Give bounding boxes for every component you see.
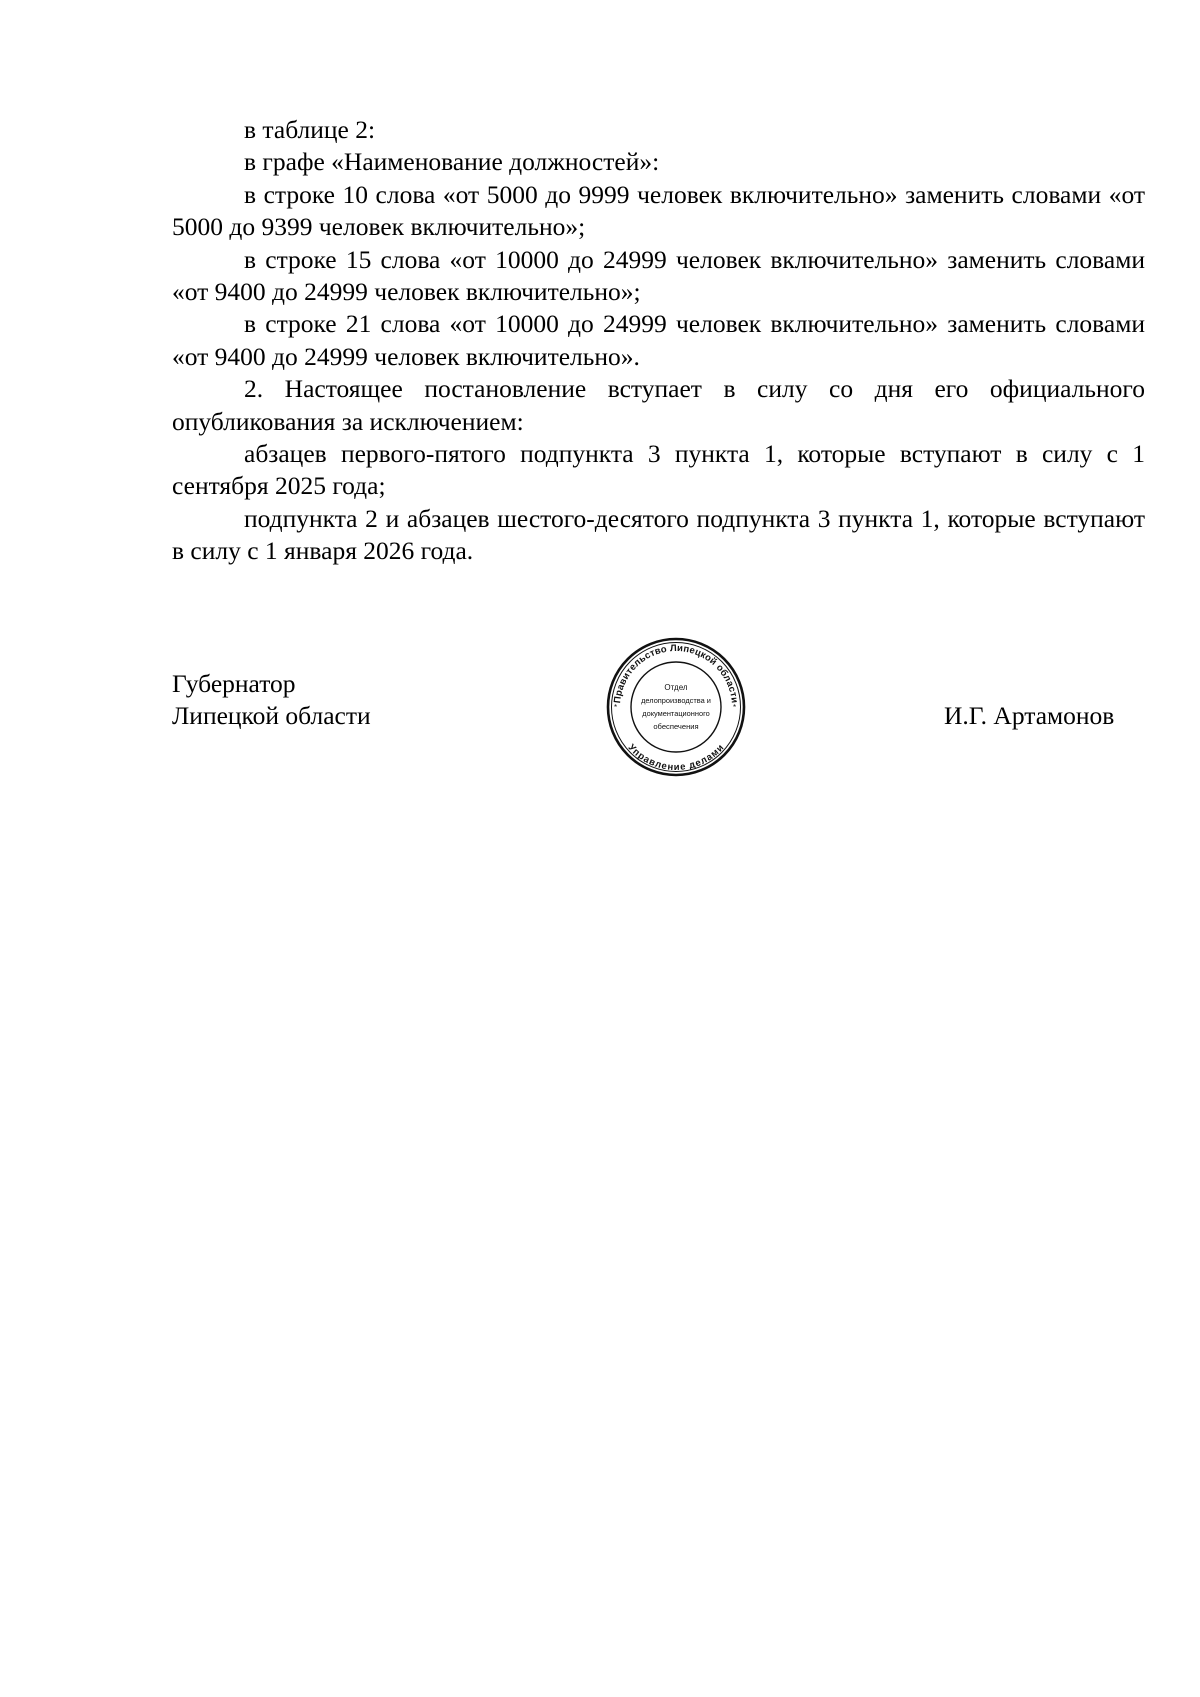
signature-position-line2: Липецкой области	[172, 701, 371, 731]
stamp-star-right: *	[733, 703, 737, 712]
official-stamp	[605, 636, 747, 778]
paragraph-table-2: в таблице 2:	[244, 115, 376, 144]
signature-position	[172, 668, 371, 733]
paragraph-effective-date: 2. Настоящее постановление вступает в силу со дня его официального опубликования за исключением:	[172, 374, 1145, 436]
stamp-inner-line2: делопроизводства и	[641, 696, 711, 705]
stamp-seal	[605, 636, 747, 778]
document-body	[172, 114, 1145, 568]
signatory-name: И.Г. Артамонов	[944, 701, 1115, 730]
stamp-inner-line1: Отдел	[664, 683, 688, 692]
stamp-outer-bottom-text: Управление делами	[625, 742, 727, 774]
paragraph-column-name: в графе «Наименование должностей»:	[244, 147, 660, 177]
paragraph-row-21: в строке 21 слова «от 10000 до 24999 человек включительно» заменить словами «от 9400 до 24999 человек включительно».	[172, 309, 1145, 371]
paragraph-row-15: в строке 15 слова «от 10000 до 24999 человек включительно» заменить словами «от 9400 до 24999 человек включительно»;	[172, 244, 1145, 307]
paragraph-exception-2: подпункта 2 и абзацев шестого-десятого подпункта 3 пункта 1, которые вступают в силу с 1 января 2026 года.	[172, 503, 1145, 566]
stamp-inner-line3: документационного	[642, 709, 710, 718]
stamp-star-left: *	[614, 703, 618, 712]
stamp-inner-line4: обеспечения	[653, 722, 699, 731]
stamp-outer-top-text: Правительство Липецкой области	[612, 642, 740, 704]
signature-position-line1: Губернатор	[172, 669, 296, 698]
paragraph-exception-1: абзацев первого-пятого подпункта 3 пункта 1, которые вступают в силу с 1 сентября 2025 года;	[172, 439, 1145, 501]
paragraph-row-10: в строке 10 слова «от 5000 до 9999 человек включительно» заменить словами «от 5000 до 9399 человек включительно»;	[172, 179, 1145, 242]
